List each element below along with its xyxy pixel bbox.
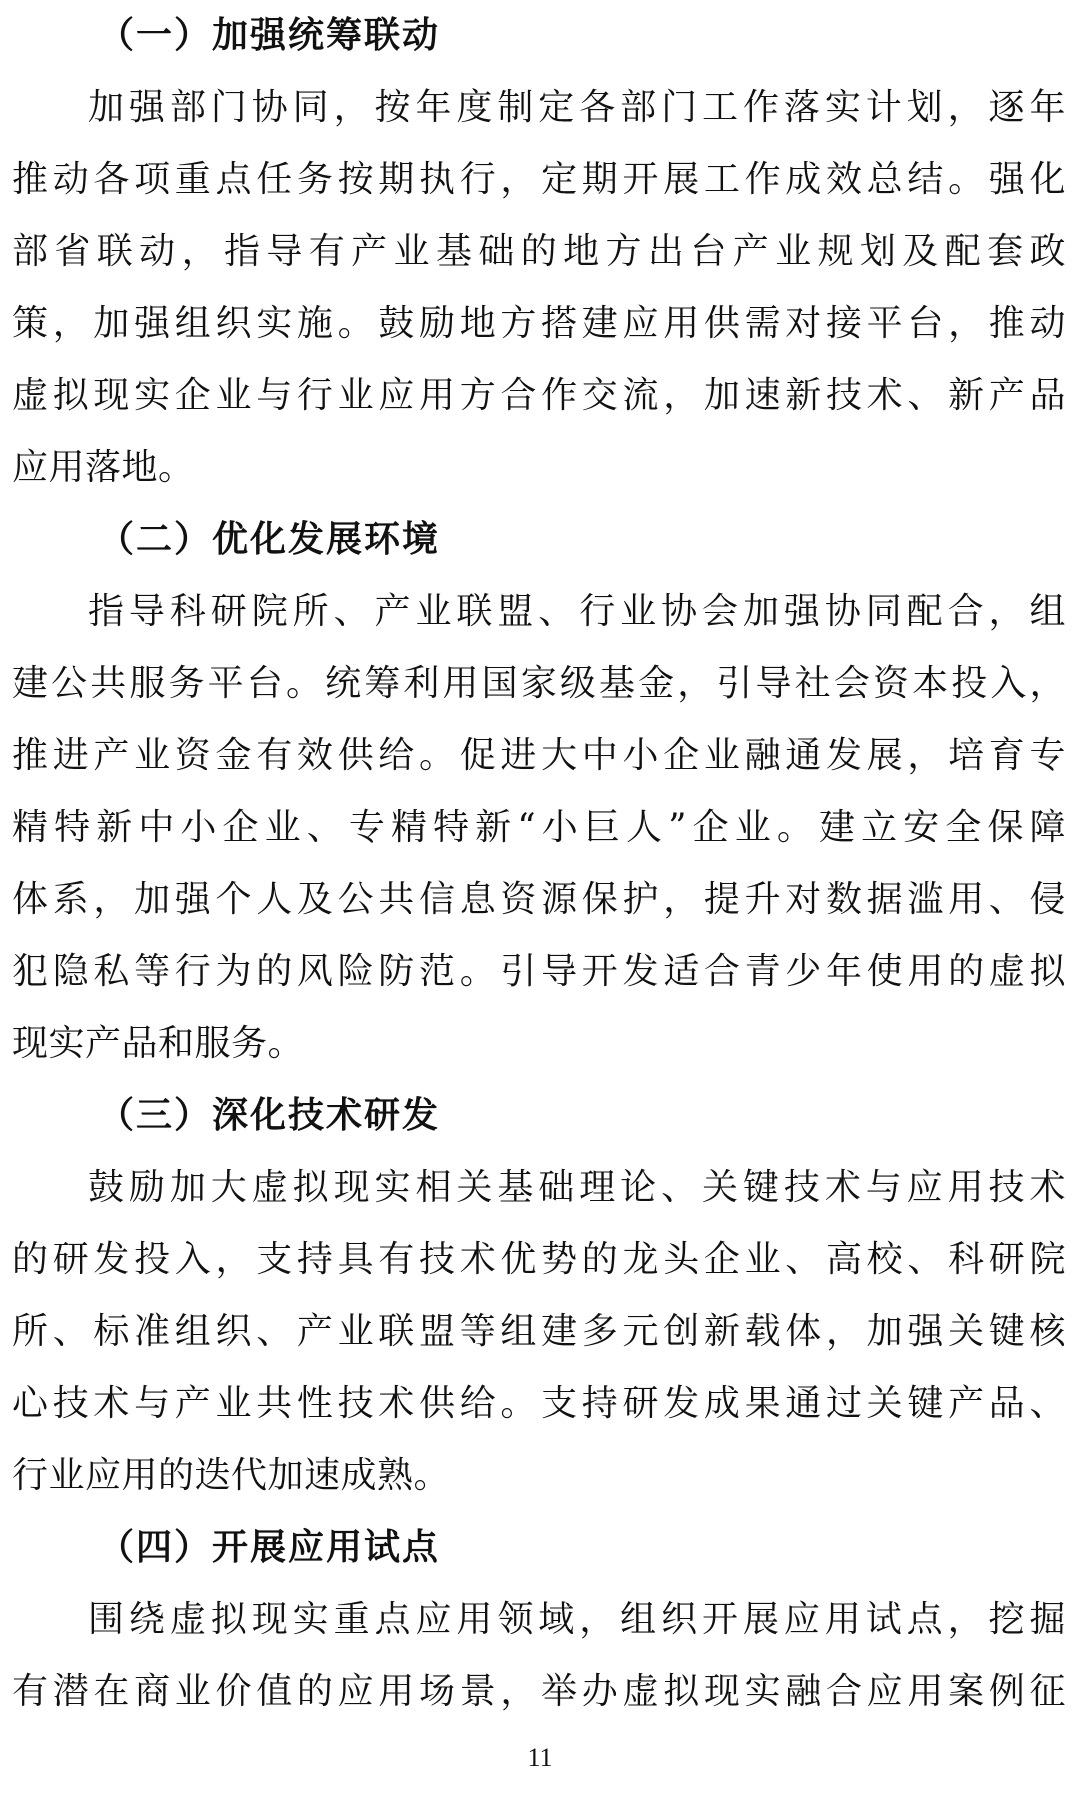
text-line: 建公共服务平台。统筹利用国家级基金，引导社会资本投入， bbox=[12, 663, 1066, 704]
text-line: 的研发投入，支持具有技术优势的龙头企业、高校、科研院 bbox=[12, 1239, 1066, 1280]
section-heading: （三）深化技术研发 bbox=[98, 1095, 441, 1136]
section-paragraph bbox=[12, 72, 1066, 504]
text-line: 虚拟现实企业与行业应用方合作交流，加速新技术、新产品 bbox=[12, 375, 1066, 416]
text-line: 现实产品和服务。 bbox=[12, 1023, 305, 1064]
text-line: 行业应用的迭代加速成熟。 bbox=[12, 1455, 451, 1496]
text-line: 部省联动，指导有产业基础的地方出台产业规划及配套政 bbox=[12, 231, 1066, 272]
section-4 bbox=[12, 1512, 1066, 1728]
text-line: 心技术与产业共性技术供给。支持研发成果通过关键产品、 bbox=[12, 1383, 1066, 1424]
text-line: 推进产业资金有效供给。促进大中小企业融通发展，培育专 bbox=[12, 735, 1066, 776]
section-paragraph bbox=[12, 1152, 1066, 1512]
text-line: 有潜在商业价值的应用场景，举办虚拟现实融合应用案例征 bbox=[12, 1671, 1066, 1712]
section-1 bbox=[12, 0, 1066, 504]
text-line: 体系，加强个人及公共信息资源保护，提升对数据滥用、侵 bbox=[12, 879, 1066, 920]
text-line: 犯隐私等行为的风险防范。引导开发适合青少年使用的虚拟 bbox=[12, 951, 1066, 992]
section-paragraph bbox=[12, 1584, 1066, 1728]
section-heading: （一）加强统筹联动 bbox=[98, 15, 441, 56]
text-line: 精特新中小企业、专精特新“小巨人”企业。建立安全保障 bbox=[12, 807, 1066, 848]
section-heading: （二）优化发展环境 bbox=[98, 519, 441, 560]
section-3 bbox=[12, 1080, 1066, 1512]
text-line: 应用落地。 bbox=[12, 447, 195, 488]
text-line: 指导科研院所、产业联盟、行业协会加强协同配合，组 bbox=[88, 591, 1066, 632]
text-line: 围绕虚拟现实重点应用领域，组织开展应用试点，挖掘 bbox=[88, 1599, 1066, 1640]
text-line: 策，加强组织实施。鼓励地方搭建应用供需对接平台，推动 bbox=[12, 303, 1066, 344]
page-number: 11 bbox=[527, 1743, 553, 1772]
text-line: 加强部门协同，按年度制定各部门工作落实计划，逐年 bbox=[88, 87, 1066, 128]
section-2 bbox=[12, 504, 1066, 1080]
text-line: 推动各项重点任务按期执行，定期开展工作成效总结。强化 bbox=[12, 159, 1066, 200]
text-line: 所、标准组织、产业联盟等组建多元创新载体，加强关键核 bbox=[12, 1311, 1066, 1352]
section-heading: （四）开展应用试点 bbox=[98, 1527, 441, 1568]
text-line: 鼓励加大虚拟现实相关基础理论、关键技术与应用技术 bbox=[88, 1167, 1066, 1208]
section-paragraph bbox=[12, 576, 1066, 1080]
